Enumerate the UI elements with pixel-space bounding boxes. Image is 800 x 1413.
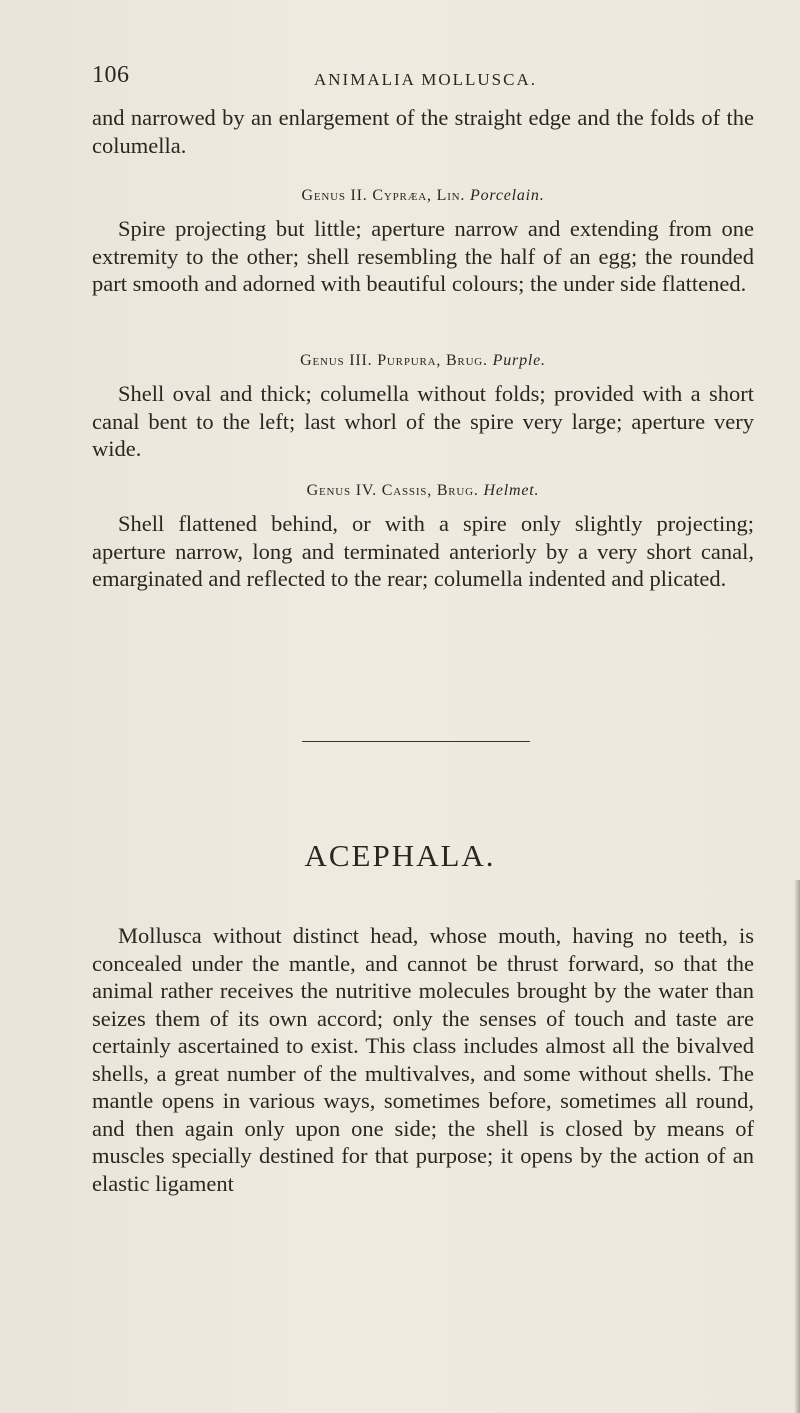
- genus-label: Genus IV.: [306, 482, 377, 499]
- genus-name: Purpura, Brug.: [377, 352, 488, 369]
- genus-common-name: Purple.: [492, 352, 546, 369]
- genus-heading-cypraea: [92, 187, 754, 205]
- section-body: Mollusca without distinct head, whose mouth, having no teeth, is concealed under the mantle, and cannot be thrust forward, so that the animal rather receives the nutritive molecules brought by the water than seizes them of its own accord; only the senses of touch and taste are certainly ascertained to exist. This class includes almost all the bivalved shells, a great number of the multivalves, and some without shells. The mantle opens in various ways, sometimes before, sometimes all round, and then again only upon one side; the shell is closed by means of muscles specially destined for that purpose; it opens by the action of an elastic ligament: [92, 923, 754, 1196]
- genus-description-cypraea: Spire projecting but little; aperture narrow and extending from one extremity to the other; shell resembling the half of an egg; the rounded part smooth and adorned with beautiful colours; the under side flattened.: [92, 216, 754, 296]
- intro-paragraph: and narrowed by an enlargement of the straight edge and the folds of the columella.: [92, 105, 754, 158]
- section-title: ACEPHALA.: [304, 838, 496, 873]
- genus-common-name: Porcelain.: [470, 187, 545, 204]
- genus-label: Genus III.: [300, 352, 373, 369]
- section-divider: [302, 741, 530, 742]
- genus-heading-cassis: [92, 482, 754, 500]
- genus-description-cassis: Shell flattened behind, or with a spire only slightly projecting; aperture narrow, long and terminated anteriorly by a very short canal, emarginated and reflected to the rear; columella indented and plicated.: [92, 511, 754, 591]
- genus-description-purpura: Shell oval and thick; columella without folds; provided with a short canal bent to the left; last whorl of the spire very large; aperture very wide.: [92, 381, 754, 461]
- genus-name: Cypræa, Lin.: [372, 187, 466, 204]
- page-edge-shadow: [794, 880, 800, 1413]
- running-head: ANIMALIA MOLLUSCA.: [314, 70, 537, 89]
- genus-name: Cassis, Brug.: [381, 482, 479, 499]
- genus-heading-purpura: [92, 352, 754, 370]
- genus-common-name: Helmet.: [483, 482, 540, 499]
- page-number: 106: [92, 62, 130, 88]
- genus-label: Genus II.: [301, 187, 368, 204]
- page-header: [92, 62, 752, 92]
